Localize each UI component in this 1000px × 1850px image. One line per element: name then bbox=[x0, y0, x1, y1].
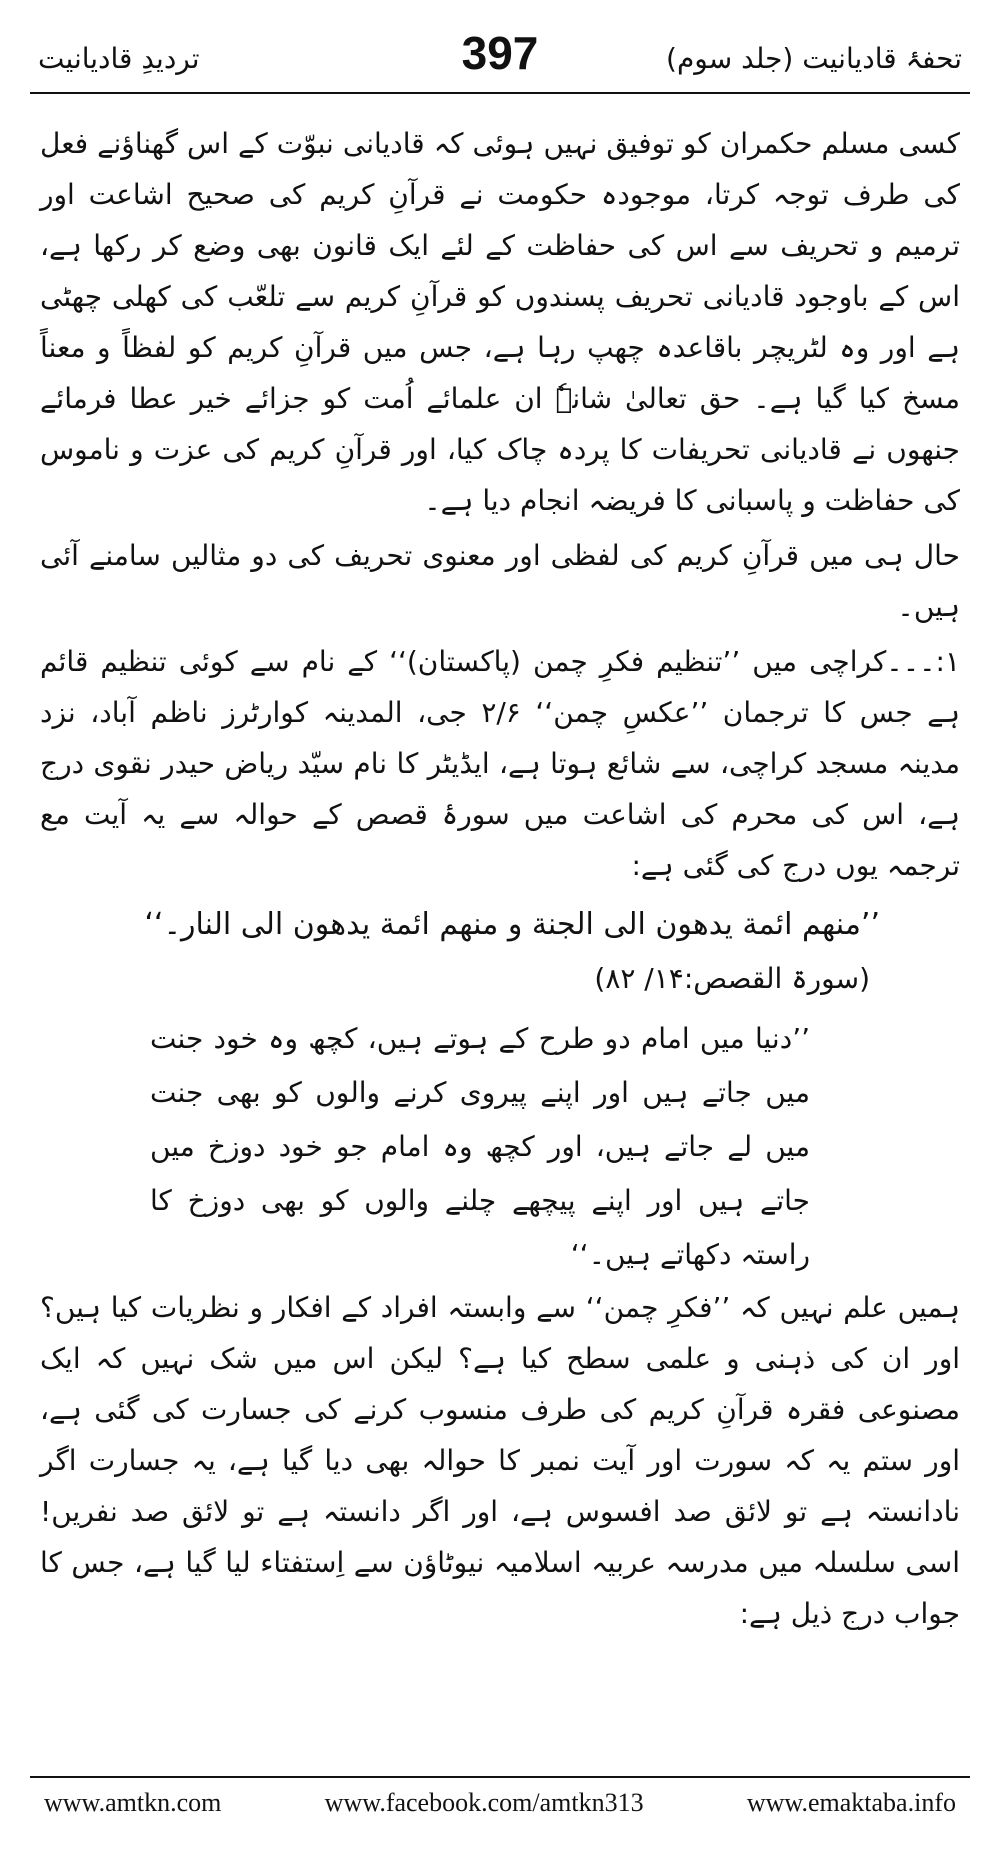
paragraph-1: کسی مسلم حکمران کو توفیق نہیں ہوئی کہ قادیانی نبوّت کے اس گھناؤنے فعل کی طرف توجہ کرتا، موجودہ حکومت نے قرآنِ کریم کی صحیح اشاعت اور ترمیم و تحریف سے اس کی حفاظت کے لئے ایک قانون بھی وضع کر رکھا ہے، اس کے باوجود قادیانی تحریف پسندوں کو قرآنِ کریم سے تلعّب کی کھلی چھٹی ہے اور وہ لٹریچر باقاعدہ چھپ رہا ہے، جس میں قرآنِ کریم کو لفظاً و معناً مسخ کیا گیا ہے۔ حق تعالیٰ شانہٗ ان علمائے اُمت کو جزائے خیر عطا فرمائے جنھوں نے قادیانی تحریفات کا پردہ چاک کیا، اور قرآنِ کریم کی عزت و ناموس کی حفاظت و پاسبانی کا فریضہ انجام دیا ہے۔ bbox=[40, 127, 960, 517]
translation-block: ’’دنیا میں امام دو طرح کے ہوتے ہیں، کچھ وہ خود جنت میں جاتے ہیں اور اپنے پیروی کرنے والوں کو بھی جنت میں لے جاتے ہیں، اور کچھ وہ امام جو خود دوزخ میں جاتے ہیں اور اپنے پیچھے چلنے والوں کو بھی دوزخ کا راستہ دکھاتے ہیں۔‘‘ bbox=[150, 1022, 810, 1271]
footer-rule bbox=[30, 1776, 970, 1778]
quote-reference-row bbox=[290, 953, 870, 1004]
arabic-quote: ’’منھم ائمة یدھون الی الجنة و منھم ائمة یدھون الی النار۔‘‘ bbox=[144, 907, 880, 942]
footer-link-facebook[interactable]: www.facebook.com/amtkn313 bbox=[324, 1788, 644, 1817]
header-rule bbox=[30, 92, 970, 94]
footer-links bbox=[30, 1788, 970, 1818]
footer-link-amtkn[interactable]: www.amtkn.com bbox=[44, 1788, 222, 1817]
page-content bbox=[30, 118, 970, 1639]
book-page bbox=[30, 18, 970, 1832]
quote-reference: (سورۃ القصص:۱۴/ ۸۲) bbox=[594, 962, 870, 995]
paragraph-3: ۱:۔۔۔کراچی میں ’’تنظیم فکرِ چمن (پاکستان)‘‘ کے نام سے کوئی تنظیم قائم ہے جس کا ترجمان ’’عکسِ چمن‘‘ ۲/۶ جی، المدینہ کوارٹرز ناظم آباد، نزد مدینہ مسجد کراچی، سے شائع ہوتا ہے، ایڈیٹر کا نام سیّد ریاض حیدر نقوی درج ہے، اس کی محرم کی اشاعت میں سورۂ قصص کے حوالہ سے یہ آیت مع ترجمہ یوں درج کی گئی ہے: bbox=[40, 645, 960, 882]
book-title: تحفۂ قادیانیت (جلد سوم) bbox=[666, 42, 962, 75]
page-footer bbox=[30, 1776, 970, 1832]
paragraph-2: حال ہی میں قرآنِ کریم کی لفظی اور معنوی تحریف کی دو مثالیں سامنے آئی ہیں۔ bbox=[40, 539, 960, 623]
paragraph-4: ہمیں علم نہیں کہ ’’فکرِ چمن‘‘ سے وابستہ افراد کے افکار و نظریات کیا ہیں؟ اور ان کی ذہنی و علمی سطح کیا ہے؟ لیکن اس میں شک نہیں کہ ایک مصنوعی فقرہ قرآنِ کریم کی طرف منسوب کرنے کی جسارت کی گئی ہے، اور ستم یہ کہ سورت اور آیت نمبر کا حوالہ بھی دیا گیا ہے، یہ جسارت اگر نادانستہ ہے تو لائق صد افسوس ہے، اور اگر دانستہ ہے تو لائق صد نفریں! اسی سلسلہ میں مدرسہ عربیہ اسلامیہ نیوٹاؤن سے اِستفتاء لیا گیا ہے، جس کا جواب درج ذیل ہے: bbox=[40, 1291, 961, 1630]
page-header bbox=[30, 18, 970, 106]
footer-link-emaktaba[interactable]: www.emaktaba.info bbox=[746, 1788, 956, 1817]
page-number: 397 bbox=[461, 27, 539, 79]
section-title: تردیدِ قادیانیت bbox=[38, 42, 200, 75]
